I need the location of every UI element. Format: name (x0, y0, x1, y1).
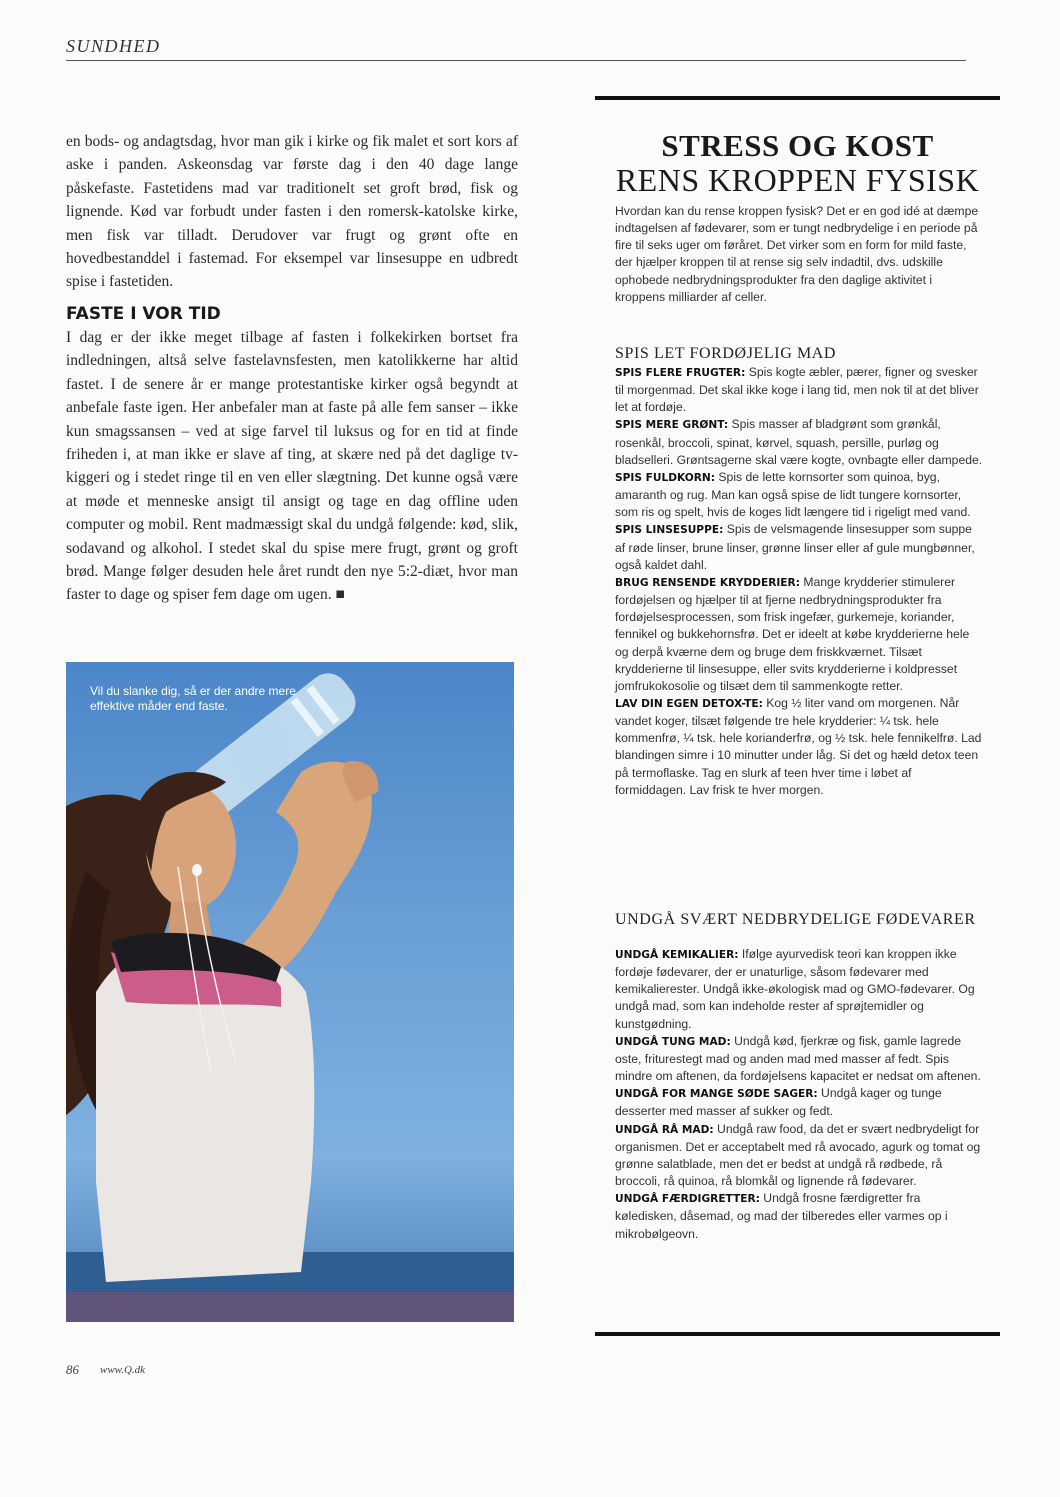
body-text: I dag er der ikke meget tilbage af fasten i folkekirken bortset fra indledningen, altså selve fastelavnsfesten, men katolikkerne har altid fastet. I de senere år er mange protestantiske kirker også begyndt at anbefale faste igen. Her anbefaler man at faste på alle fem sanser – ikke kun smagssansen – ved at sige farvel til luksus og for en tid at finde friheden i, at man ikke er slave af ting, at skære ned på det daglige tv-kiggeri og i stedet ringe til en ven eller slægtning. Det kunne også være at møde et menneske ansigt til ansigt og tage en dag offline uden computer og mobil. Rent madmæssigt skal du undgå følgende: kød, slik, sodavand og alkohol. I stedet skal du spise mere frugt, grønt og groft brød. Mange følger desuden hele året rundt den nye 5:2-diæt, hvor man faster to dage og spiser fem dage om ugen. (66, 329, 518, 604)
box-intro-text: Hvordan kan du rense kroppen fysisk? Det er en god idé at dæmpe indtagelsen af fødevarer, som er tungt nedbrydelige i en periode på fire til seks uger om føråret. Det virker som en form for mild faste, der hjælper kroppen til at rense sig selv indadtil, dvs. udskille ophobede nedbrydningsprodukter fra den daglige aktivitet i kroppens milliarder af celler. (615, 204, 979, 304)
item-label: UNDGÅ TUNG MAD: (615, 1035, 731, 1048)
footer-url: www.Q.dk (100, 1364, 146, 1376)
sidebar-box (595, 96, 1000, 1336)
section-rule (66, 60, 966, 61)
list-item (615, 1033, 983, 1085)
woman-drinking-photo (66, 662, 514, 1322)
photo-caption: Vil du slanke dig, så er der andre mere effektive måder end faste. (90, 684, 296, 713)
section2-heading: UNDGÅ SVÆRT NEDBRYDELIGE FØDEVARER (615, 911, 976, 928)
item-text: Ifølge ayurvedisk teori kan kroppen ikke fordøje fødevarer, der er unaturlige, såsom fødevarer med kemikalierester. Undgå ikke-økologisk mad og GMO-fødevarer. Og undgå mad, som kan indeholde rester af sprøjtemidler og kunstgødning. (615, 947, 975, 1031)
item-label: UNDGÅ FÆRDIGRETTER: (615, 1193, 760, 1206)
item-text: Spis masser af bladgrønt som grønkål, rosenkål, broccoli, spinat, kørvel, squash, persille, purløg og bladselleri. Grøntsagerne skal være kogte, ovnbagte eller dampede. (615, 417, 983, 467)
intro-text: en bods- og andagtsdag, hvor man gik i kirke og fik malet et sort kors af aske i panden. Askeonsdag var første dag i den 40 dage lange påskefaste. Fastetidens mad var traditionelt set groft brød, fisk og lignende. Kød var forbudt under fasten i den romersk-katolske kirke, men fisk var tilladt. Derudover var frugt og grønt ofte en hovedbestanddel i fastemad. For eksempel var linsesuppe en udbredt spise i fastetiden. (66, 133, 518, 291)
item-text: Spis kogte æbler, pærer, figner og svesker til morgenmad. Det skal ikke koge i lang tid, men nok til at det bliver let at fordøje. (615, 365, 979, 415)
item-text: Kog ½ liter vand om morgenen. Når vandet koger, tilsæt følgende tre hele krydderier: ¼ tsk. hele kommenfrø, ¼ tsk. hele korianderfrø, og ½ tsk. hele fennikelfrø. Lad blandingen simre i 10 minutter under låg. Si det og hæld detox teen på termoflaske. Tag en slurk af teen hver time i løbet af formiddagen. Lav frisk te hver morgen. (615, 695, 982, 797)
box-intro (615, 203, 983, 306)
section1-heading: SPIS LET FORDØJELIG MAD (615, 345, 837, 362)
list-item (615, 1190, 983, 1242)
item-text: Undgå kager og tunge desserter med masser af sukker og fedt. (615, 1086, 942, 1119)
end-mark: ■ (335, 586, 345, 604)
list-item (615, 1085, 983, 1120)
list-item (615, 1121, 983, 1191)
item-label: UNDGÅ RÅ MAD: (615, 1123, 714, 1136)
item-label: SPIS MERE GRØNT: (615, 419, 729, 432)
item-text: Mange krydderier stimulerer fordøjelsen og hjælper til at fjerne nedbrydningsprodukter fra fordøjelsesprocessen, som frisk ingefær, gurkemeje, koriander, fennikel og bukkehornsfrø. Det er ideelt at købe krydderierne hele og derpå kværne dem og bruge dem friskkværnet. Tilsæt krydderierne til linsesuppe, eller svits krydderierne i koldpresset jomfrukokosolie og tilsæt dem til sammenkogte retter. (615, 574, 970, 693)
intro-paragraph (66, 130, 518, 294)
list-item (615, 946, 983, 1033)
item-label: BRUG RENSENDE KRYDDERIER: (615, 576, 800, 589)
subheading-faste: FASTE I VOR TID (66, 304, 221, 324)
item-text: Undgå kød, fjerkræ og fisk, gamle lagrede oste, friturestegt mad og anden mad med masser af fedt. Spis mindre om aftenen, da fordøjelsens kapacitet er nedsat om aftenen. (615, 1033, 981, 1084)
section1-list (615, 364, 983, 799)
photo-illustration (66, 662, 514, 1322)
item-label: UNDGÅ KEMIKALIER: (615, 949, 739, 961)
list-item (615, 364, 983, 416)
box-title-line1: STRESS OG KOST (661, 128, 934, 163)
section2-list (615, 946, 983, 1243)
body-paragraph (66, 326, 518, 607)
item-text: Spis de lette kornsorter som quinoa, byg, amaranth og rug. Man kan også spise de lidt tungere kornsorter, som ris og spelt, hvis de koges lidt længere tid i rigeligt med vand. (615, 469, 971, 520)
list-item (615, 574, 983, 695)
list-item (615, 521, 983, 573)
item-label: SPIS LINSESUPPE: (615, 524, 724, 537)
item-text: Undgå raw food, da det er svært nedbrydeligt for organismen. Det er acceptabelt med rå avocado, agurk og tomat og grønne salatblade, men det er bedst at undgå rå rødbede, rå broccoli, rå quinoa, rå blomkål og lignende rå fødevarer. (615, 1121, 981, 1189)
section-label: SUNDHED (66, 36, 161, 56)
list-item (615, 416, 983, 468)
item-label: SPIS FULDKORN: (615, 471, 716, 484)
item-label: UNDGÅ FOR MANGE SØDE SAGER: (615, 1088, 818, 1101)
item-text: Undgå frosne færdigretter fra køledisken, dåsemad, og mad der tilberedes eller varmes op i mikrobølgeovn. (615, 1191, 948, 1241)
box-title-line2: RENS KROPPEN FYSISK (615, 162, 980, 198)
item-text: Spis de velsmagende linsesupper som suppe af røde linser, brune linser, grønne linser eller af gule mungbønner, også kaldet dahl. (615, 522, 975, 572)
page-number: 86 (66, 1362, 79, 1377)
list-item (615, 469, 983, 521)
item-label: LAV DIN EGEN DETOX-TE: (615, 697, 763, 710)
item-label: SPIS FLERE FRUGTER: (615, 367, 746, 379)
list-item (615, 695, 983, 799)
